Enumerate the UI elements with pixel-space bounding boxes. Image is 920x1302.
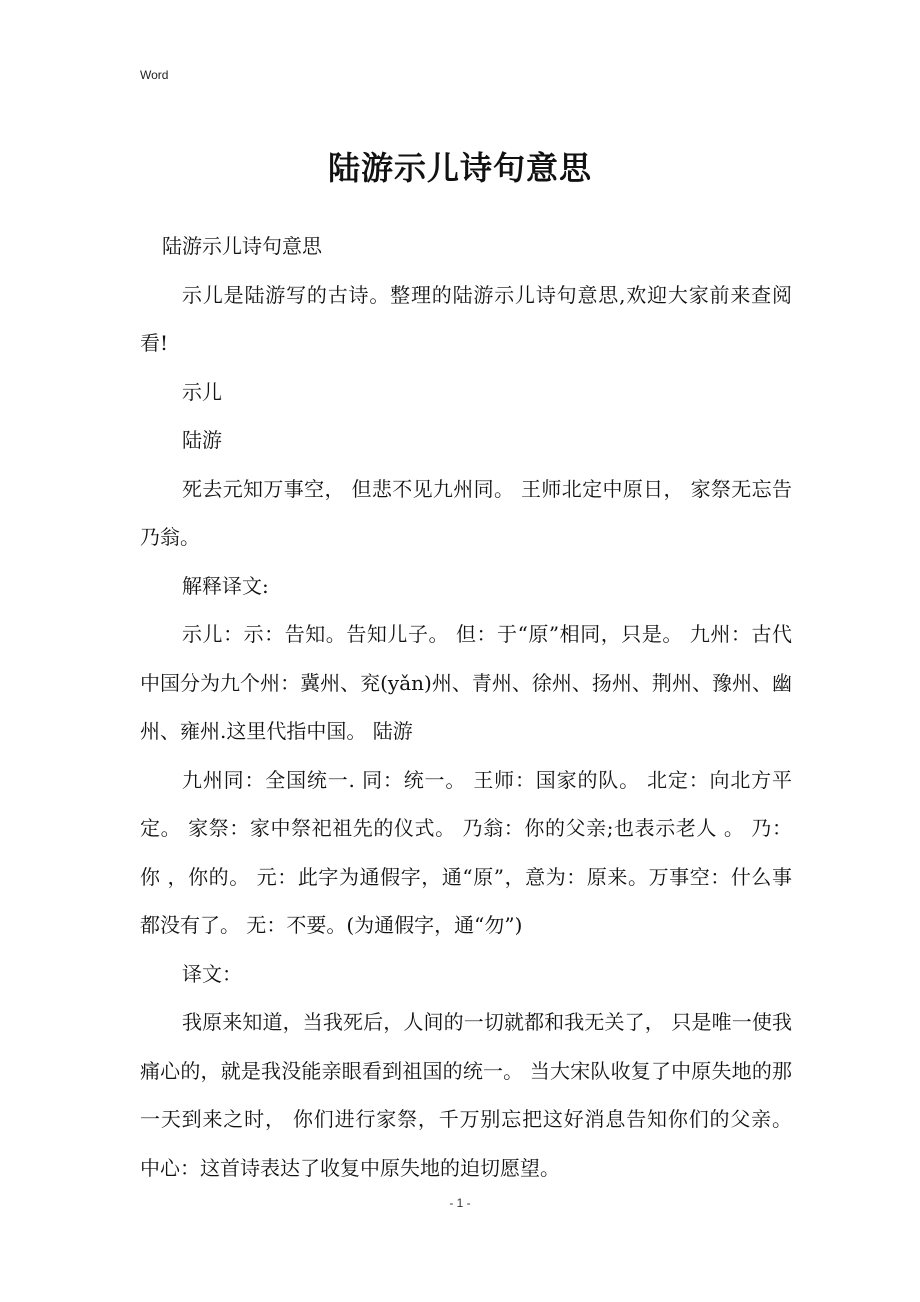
translation-heading: 译文：	[182, 961, 242, 986]
page-number: - 1 -	[449, 1196, 471, 1210]
subtitle-paragraph: 陆游示儿诗句意思	[162, 234, 322, 258]
document-title: 陆游示儿诗句意思	[327, 149, 592, 187]
annotation-paragraph-2: 九州同：全国统一. 同：统一。 王师：国家的队。 北定：向北方平定。 家祭：家中祭祀祖先的仪式。 乃翁：你的父亲;也表示老人 。 乃：你 ，你的。 元：此字为通假字，通“原”，意为：原来。万事空：什么事都没有了。 无：不要。(为通假字，通“勿”)	[140, 767, 792, 937]
annotation-paragraph-1: 示儿：示：告知。告知儿子。 但：于“原”相同，只是。 九州：古代中国分为九个州：冀州、兖(yǎn)州、青州、徐州、扬州、荆州、豫州、幽州、雍州.这里代指中国。 陆游	[140, 622, 792, 743]
header-label: Word	[140, 68, 169, 82]
translation-paragraph: 我原来知道，当我死后，人间的一切就都和我无关了， 只是唯一使我痛心的，就是我没能亲眼看到祖国的统一。 当大宋队收复了中原失地的那一天到来之时， 你们进行家祭，千万别忘把这好消息告知你们的父亲。 中心：这首诗表达了收复中原失地的迫切愿望。	[140, 1010, 799, 1180]
intro-paragraph: 示儿是陆游写的古诗。整理的陆游示儿诗句意思,欢迎大家前来查阅看!	[140, 282, 792, 355]
poem-author: 陆游	[182, 428, 222, 452]
poem-text: 死去元知万事空， 但悲不见九州同。 王师北定中原日， 家祭无忘告乃翁。	[140, 476, 792, 549]
explanation-heading: 解释译文:	[182, 573, 269, 598]
poem-title: 示儿	[182, 379, 222, 404]
document-body	[140, 222, 799, 1192]
